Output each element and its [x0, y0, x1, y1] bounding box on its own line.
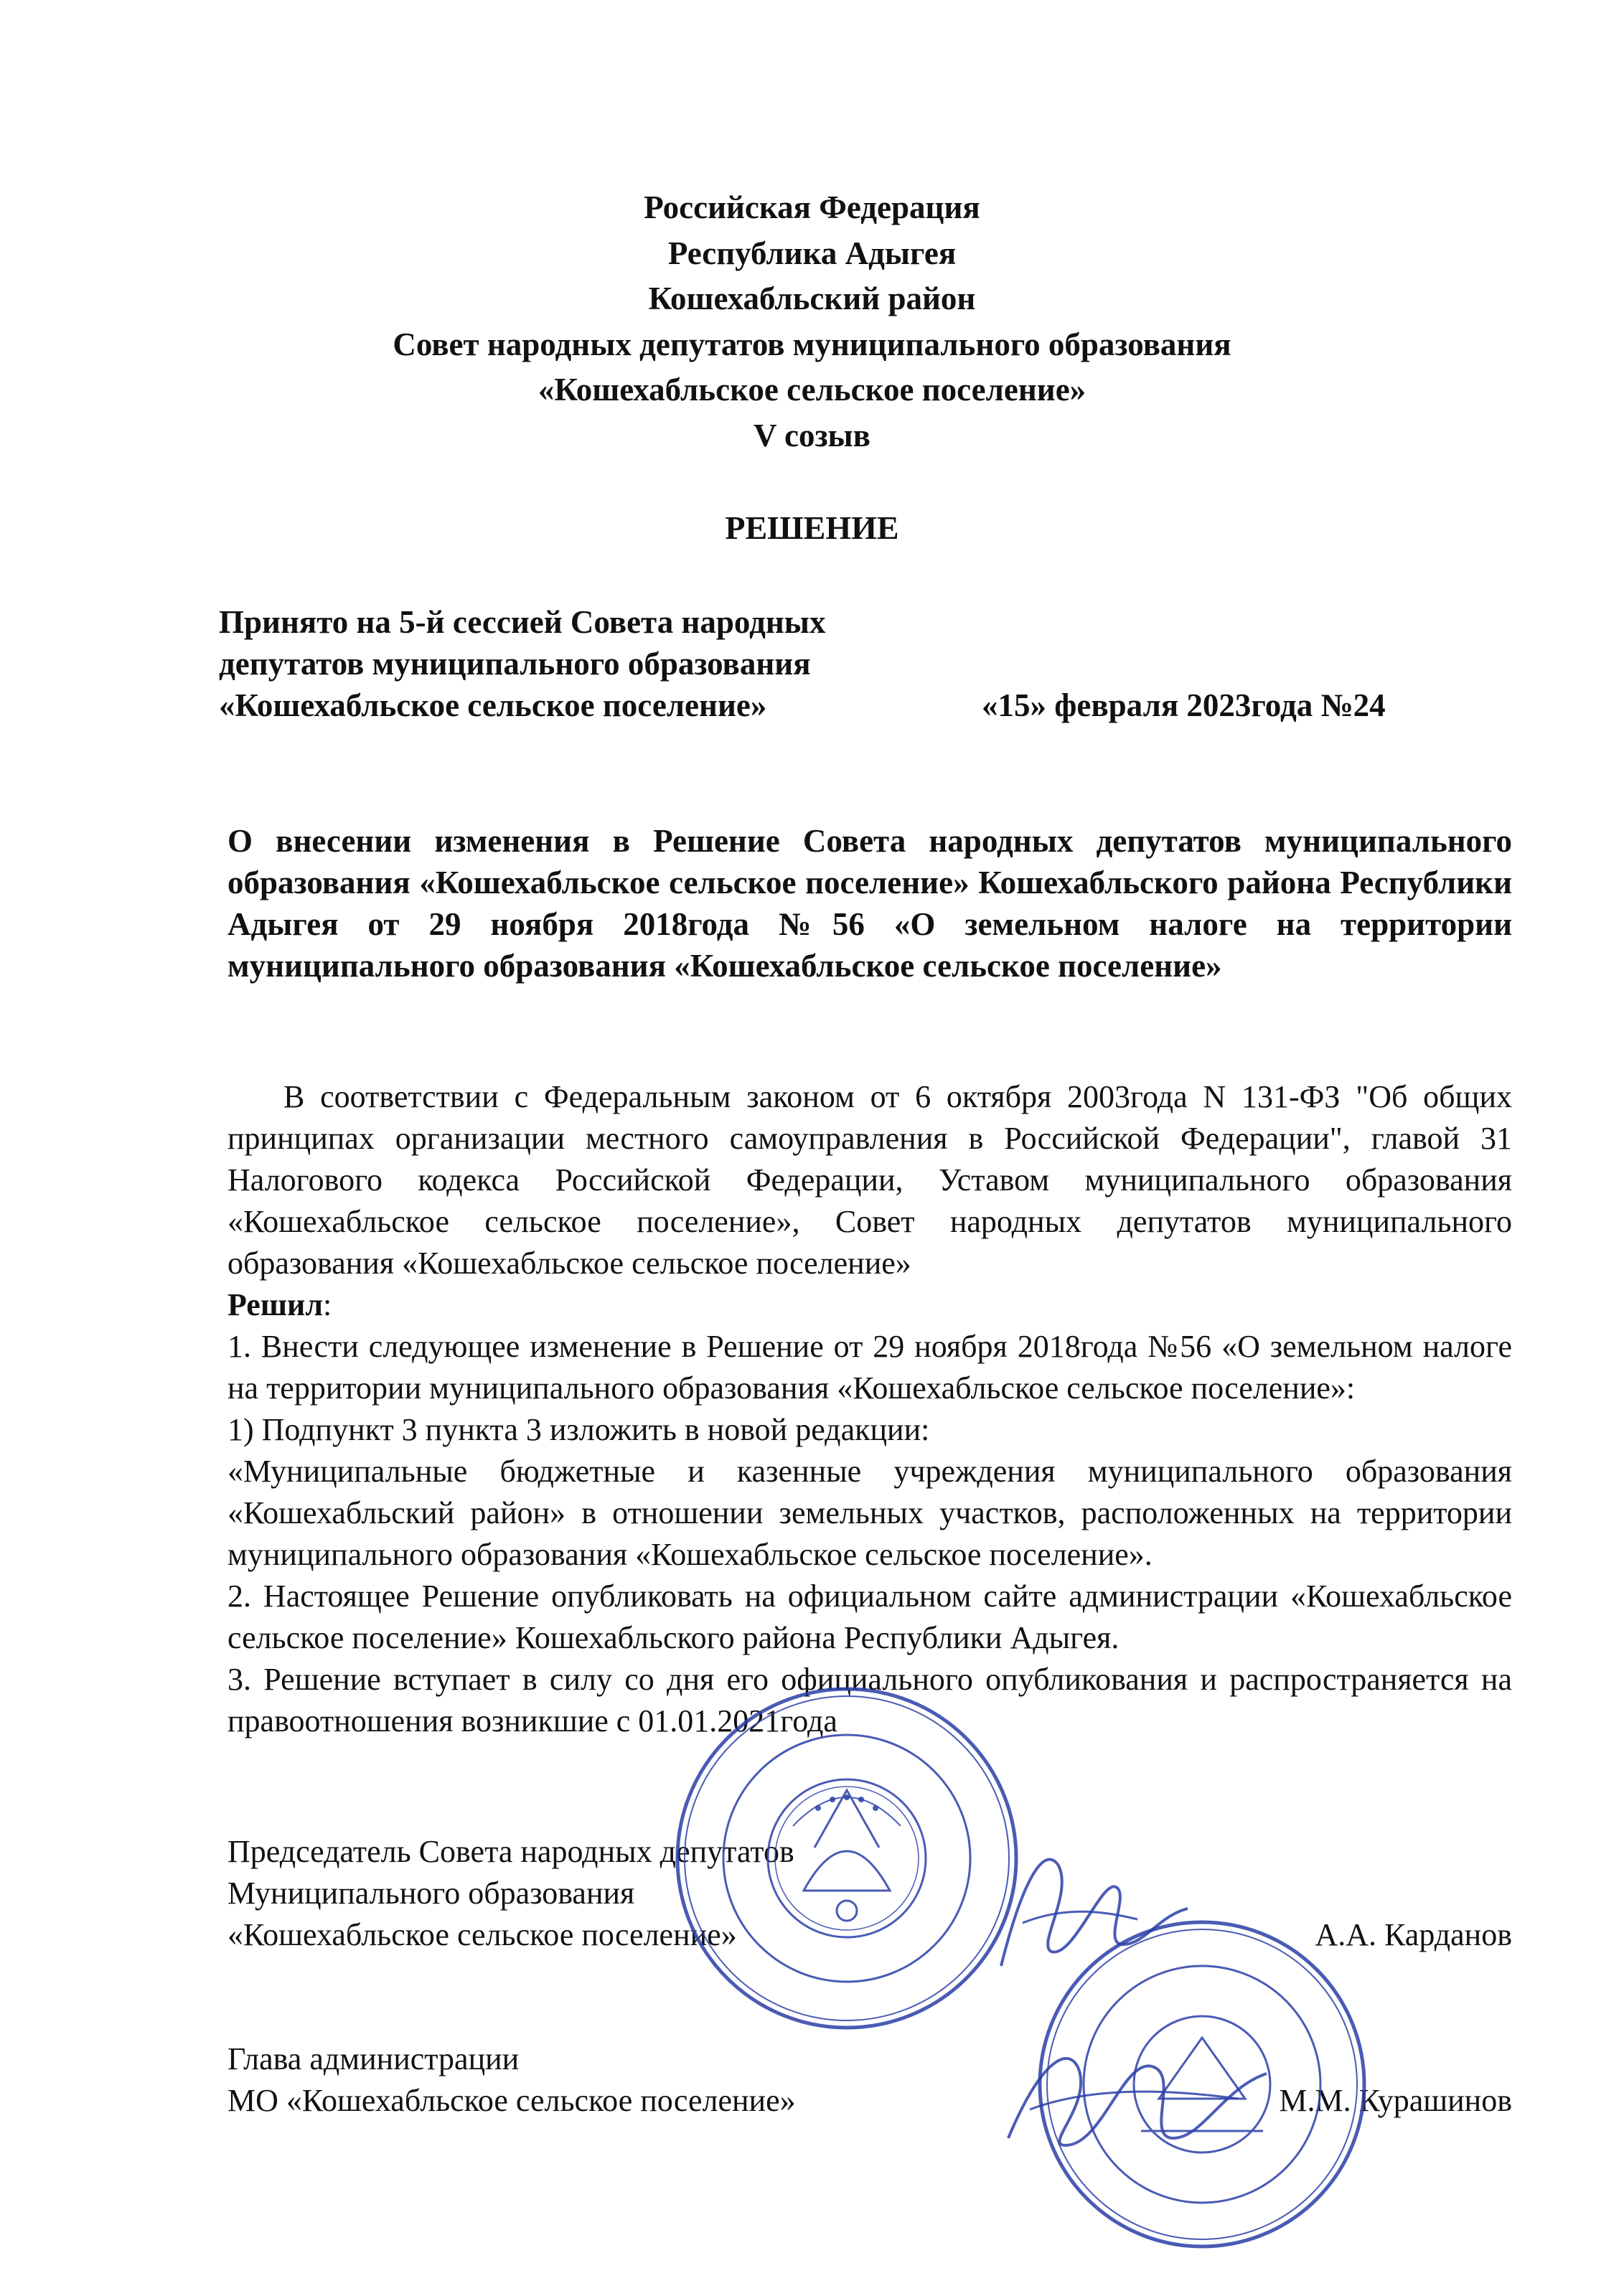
- chair-title-line-1: Председатель Совета народных депутатов: [227, 1834, 794, 1869]
- chair-title-line-2: Муниципального образования: [227, 1876, 635, 1911]
- item-3-paragraph: 3. Решение вступает в силу со дня его официального опубликования и распространяется на правоотношения возникшие с 01.01.2021года: [227, 1662, 1512, 1739]
- document-type-title: РЕШЕНИЕ: [725, 509, 899, 546]
- head-title-line-1: Глава администрации: [227, 2041, 520, 2076]
- adoption-note: [219, 601, 825, 726]
- chair-name: А.А. Карданов: [1315, 1917, 1512, 1952]
- head-title-line-2: МО «Кошехабльское сельское поселение»: [227, 2083, 796, 2118]
- chair-title-line-3: «Кошехабльское сельское поселение»: [227, 1917, 737, 1952]
- adoption-line-3: «Кошехабльское сельское поселение»: [219, 687, 767, 723]
- item-1-subpoint: 1) Подпункт 3 пункта 3 изложить в новой редакции:: [227, 1412, 930, 1447]
- decision-body: [227, 1076, 1512, 1742]
- chair-title-row: [227, 1914, 1512, 1956]
- header-republic: Республика Адыгея: [667, 235, 957, 271]
- header-settlement: «Кошехабльское сельское поселение»: [538, 372, 1086, 408]
- head-name: М.М. Курашинов: [1279, 2083, 1512, 2118]
- header-district: Кошехабльский район: [648, 281, 976, 316]
- head-title-row: [227, 2080, 1512, 2122]
- decision-date-number: «15» февраля 2023года №24: [982, 687, 1386, 723]
- header-country: Российская Федерация: [644, 189, 980, 225]
- item-1-paragraph: 1. Внести следующее изменение в Решение от 29 ноября 2018года №56 «О земельном налоге на территории муниципального образования «Кошехабльское сельское поселение»:: [227, 1329, 1512, 1406]
- decided-heading: [227, 1284, 1512, 1326]
- document-header: [0, 185, 1624, 458]
- preamble-paragraph: В соответствии с Федеральным законом от 6 октября 2003года N 131-ФЗ "Об общих принципах организации местного самоуправления в Российской Федерации", главой 31 Налогового кодекса Российской Федерации, Уставом муниципального образования «Кошехабльское сельское поселение», Совет народных депутатов муниципального образования «Кошехабльское сельское поселение»: [227, 1079, 1512, 1281]
- adoption-line-2: депутатов муниципального образования: [219, 646, 811, 682]
- item-1-new-text: «Муниципальные бюджетные и казенные учреждения муниципального образования «Кошехабльский район» в отношении земельных участков, расположенных на территории муниципального образования «Кошехабльское сельское поселение».: [227, 1454, 1512, 1572]
- adoption-line-1: Принято на 5-й сессией Совета народных: [219, 604, 826, 640]
- signature-block: [227, 1831, 1512, 2122]
- item-2-paragraph: 2. Настоящее Решение опубликовать на официальном сайте администрации «Кошехабльское сельское поселение» Кошехабльского района Республики Адыгея.: [227, 1578, 1512, 1655]
- header-convocation: V созыв: [754, 417, 870, 453]
- decided-word: Решил: [227, 1287, 324, 1322]
- header-council: Совет народных депутатов муниципального образования: [393, 326, 1231, 362]
- decision-subject: О внесении изменения в Решение Совета народных депутатов муниципального образования «Кошехабльское сельское поселение» Кошехабльского района Республики Адыгея от 29 ноября 2018года №56 «О земельном налоге на территории муниципального образования «Кошехабльское сельское поселение»: [227, 823, 1512, 984]
- decided-colon: :: [323, 1287, 332, 1322]
